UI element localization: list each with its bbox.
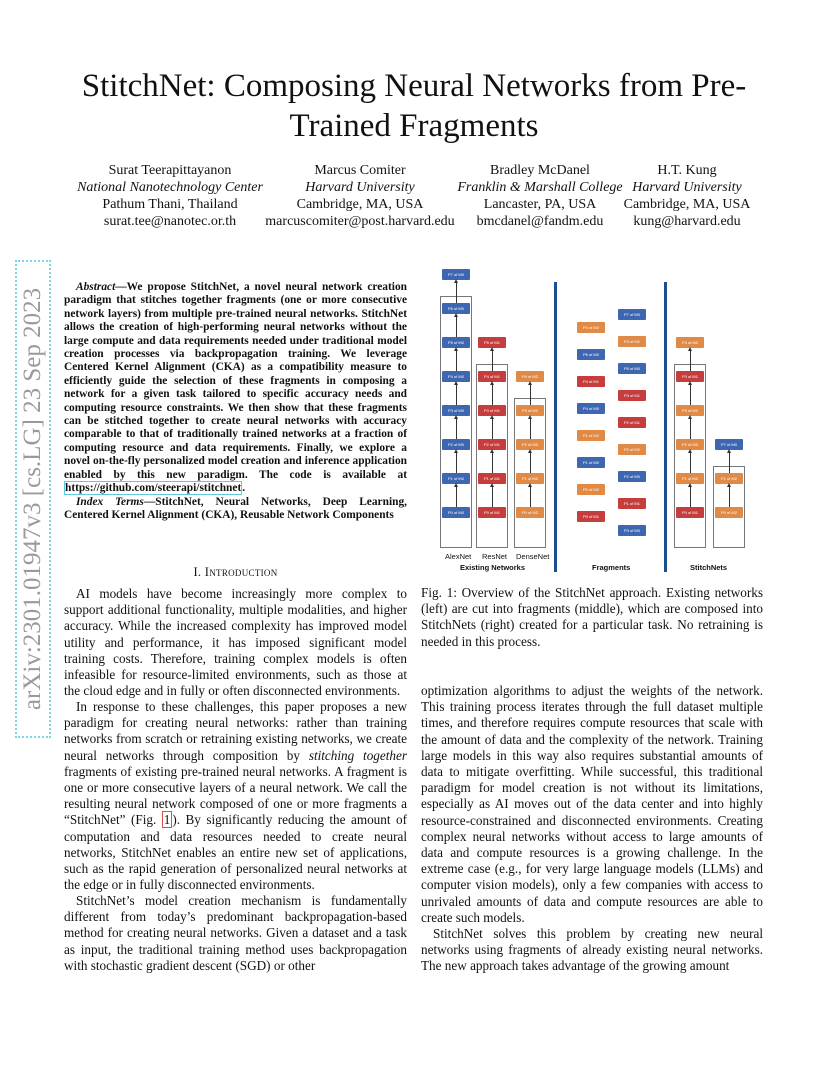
author-block: [60, 162, 770, 237]
author-location: Lancaster, PA, USA: [483, 197, 597, 212]
stitchnet-2-block: P1 of M2: [715, 473, 743, 484]
figure-caption: Fig. 1: Overview of the StitchNet approach. Existing networks (left) are cut into fragments (middle), which are composed into StitchNets (right) created for a particular task. No retraining is needed in this process.: [421, 585, 763, 649]
stitchnet-1-arrow: [690, 383, 691, 405]
alexnet-arrow: [456, 383, 457, 405]
abstract-lead: Abstract: [76, 281, 116, 293]
author-name: Bradley McDanel: [490, 163, 590, 178]
net-label-resnet: ResNet: [482, 552, 508, 561]
author-location: Cambridge, MA, USA: [296, 197, 424, 212]
stitchnet-1-block: P1 of M2: [676, 473, 704, 484]
index-terms-lead: Index Terms: [76, 495, 144, 508]
stitchnet-1-arrow: [690, 451, 691, 473]
alexnet-arrow: [456, 417, 457, 439]
author-email[interactable]: bmcdanel@fandm.edu: [476, 214, 604, 229]
stitchnet-1-arrow: [690, 417, 691, 439]
fragment-block: P4 of M1: [577, 376, 605, 387]
stitchnet-1-block: P4 of M2: [676, 337, 704, 348]
resnet-arrow: [492, 417, 493, 439]
stitchnet-1-block: P3 of M1: [676, 371, 704, 382]
stitchnet-2-arrow: [729, 451, 730, 473]
densenet-block: P0 of M2: [516, 507, 544, 518]
author-email[interactable]: marcuscomiter@post.harvard.edu: [265, 214, 455, 229]
fragment-block: P3 of M0: [618, 525, 646, 536]
fragment-block: P3 of M1: [618, 390, 646, 401]
intro-paragraph-4: optimization algorithms to adjust the weights of the network. This training process iterates through the full dataset multiple times, and therefore requires compute resources that scale with the amount of data and the complexity of the network. Training large models in this way also requires substantial amounts of data to mitigate overfitting. While successful, this traditional paradigm for model creation is not without its limitations, especially as AI moves out of the data center and into highly resource-constrained and disconnected environments. Creating complex neural networks without access to large amounts of data and compute resources is a growing challenge. In the extreme case (e.g., for very large language models (LLMs) and computer vision models), only a few companies with access to unrivaled amounts of data and compute resources are able to create such models.: [421, 683, 763, 925]
author-affiliation: Franklin & Marshall College: [457, 180, 623, 195]
densenet-arrow: [530, 417, 531, 439]
index-terms-body: —StitchNet, Neural Networks, Deep Learning, Centered Kernel Alignment (CKA), Reusable Network Components: [64, 495, 407, 521]
densenet-arrow: [530, 383, 531, 405]
fragment-block: P0 of M2: [577, 484, 605, 495]
fragment-block: P7 of M0: [618, 309, 646, 320]
densenet-arrow: [530, 451, 531, 473]
resnet-block: P5 of M1: [478, 337, 506, 348]
author-4: [622, 162, 752, 230]
fragment-block: P1 of M0: [577, 457, 605, 468]
author-1: [60, 162, 280, 230]
alexnet-block: P0 of M0: [442, 507, 470, 518]
alexnet-block: P6 of M0: [442, 303, 470, 314]
section-heading: [64, 565, 407, 580]
densenet-block: P2 of M2: [516, 439, 544, 450]
stitchnet-1-block: P2 of M2: [676, 439, 704, 450]
abstract: [64, 281, 407, 496]
author-affiliation: National Nanotechnology Center: [77, 180, 263, 195]
alexnet-arrow: [456, 315, 457, 337]
section-heading-text: I. Introduction: [193, 565, 278, 579]
intro-paragraph-5: StitchNet solves this problem by creating new neural networks using fragments of already existing neural networks. The new approach takes advantage of the growing amount: [421, 926, 763, 974]
alexnet-arrow: [456, 349, 457, 371]
code-link[interactable]: https://github.com/steerapi/stitchnet: [65, 482, 242, 495]
author-affiliation: Harvard University: [632, 180, 742, 195]
alexnet-block: P7 of M0: [442, 269, 470, 280]
author-name: H.T. Kung: [657, 163, 717, 178]
resnet-arrow: [492, 485, 493, 507]
divider-line-left: [554, 282, 557, 572]
resnet-arrow: [492, 349, 493, 371]
net-label-alexnet: AlexNet: [445, 552, 472, 561]
group-label-existing: Existing Networks: [460, 563, 526, 572]
fragment-block: P1 of M2: [577, 430, 605, 441]
resnet-arrow: [492, 451, 493, 473]
author-email[interactable]: surat.tee@nanotec.or.th: [103, 214, 237, 229]
stitchnet-2-arrow: [729, 485, 730, 507]
densenet-block: P3 of M2: [516, 405, 544, 416]
p2-text-a: In response to these challenges, this paper proposes a new paradigm for creating neural networks: rather than training networks from scratch or retraining existing networks, we create neural networks through composition by: [64, 699, 407, 763]
fragment-block: P6 of M0: [577, 349, 605, 360]
author-location: Cambridge, MA, USA: [623, 197, 751, 212]
stitchnet-1-arrow: [690, 485, 691, 507]
figure-stitchnet-overview: [432, 272, 762, 574]
net-label-densenet: DenseNet: [516, 552, 550, 561]
resnet-block: P2 of M1: [478, 439, 506, 450]
densenet-block: P4 of M2: [516, 371, 544, 382]
abstract-column: [64, 281, 407, 522]
resnet-arrow: [492, 383, 493, 405]
resnet-block: P3 of M1: [478, 405, 506, 416]
group-label-stitchnets: StitchNets: [690, 563, 728, 572]
index-terms: [64, 496, 407, 523]
stitchnet-2-block: P7 of M0: [715, 439, 743, 450]
alexnet-arrow: [456, 485, 457, 507]
fragment-block: P3 of M2: [618, 336, 646, 347]
p2-emphasis: stitching together: [308, 747, 408, 763]
arxiv-identifier: arXiv:2301.01947v3 [cs.LG] 23 Sep 2023: [19, 287, 46, 711]
fragment-block: P0 of M1: [577, 511, 605, 522]
stitchnet-1-block: P3 of M2: [676, 405, 704, 416]
fragment-block: P1 of M1: [618, 498, 646, 509]
alexnet-arrow: [456, 451, 457, 473]
alexnet-block: P4 of M0: [442, 371, 470, 382]
author-email[interactable]: kung@harvard.edu: [633, 214, 741, 229]
author-name: Surat Teerapittayanon: [108, 163, 232, 178]
arxiv-stamp[interactable]: [17, 260, 49, 738]
stitchnet-1-block: P0 of M1: [676, 507, 704, 518]
alexnet-block: P3 of M0: [442, 405, 470, 416]
alexnet-block: P1 of M0: [442, 473, 470, 484]
paper-title: StitchNet: Composing Neural Networks from Pre-Trained Fragments: [81, 68, 747, 144]
alexnet-block: P5 of M0: [442, 337, 470, 348]
fragment-block: P2 of M1: [618, 417, 646, 428]
intro-paragraph-3: StitchNet’s model creation mechanism is fundamentally different from today’s predominant backpropagation-based method for creating neural networks. Given a dataset and a task as input, the traditional training method uses backpropagation with stochastic gradient descent (SGD) or other: [64, 893, 407, 973]
densenet-block: P1 of M2: [516, 473, 544, 484]
stitchnet-1-arrow: [690, 349, 691, 371]
author-name: Marcus Comiter: [314, 163, 406, 178]
stitchnet-2-block: P0 of M2: [715, 507, 743, 518]
alexnet-arrow: [456, 281, 457, 303]
resnet-block: P0 of M1: [478, 507, 506, 518]
fragment-block: P2 of M2: [618, 444, 646, 455]
alexnet-block: P2 of M0: [442, 439, 470, 450]
fragment-block: P4 of M0: [577, 403, 605, 414]
resnet-block: P4 of M1: [478, 371, 506, 382]
fragment-block: P4 of M2: [577, 322, 605, 333]
author-location: Pathum Thani, Thailand: [102, 197, 238, 212]
p2-text-c: ). By significantly reducing the amount of computation and data resources needed to create neural networks, StitchNet enables an entire new set of applications, such as the rapid generation of personalized neural networks at the edge or in fully disconnected environments.: [64, 812, 407, 893]
p2-text-b: fragments of existing pre-trained neural networks. A fragment is one or more consecutive layers of a neural network. We call the resulting neural network composed of one or more fragments a “StitchNet” (Fig.: [64, 763, 407, 828]
intro-paragraph-2: [64, 699, 407, 893]
intro-paragraph-1: AI models have become increasingly more complex to support additional functionality, multiple modalities, and higher accuracy. While the increased complexity has improved model utility and performance, it has imposed significant model training costs. Therefore, training complex models is often infeasible for resource-limited environments, such as those at the cloud edge and in fully or often disconnected environments.: [64, 586, 407, 699]
fragment-block: P2 of M0: [618, 471, 646, 482]
author-2: [260, 162, 460, 230]
figure-reference-link[interactable]: 1: [163, 812, 171, 828]
abstract-body: —We propose StitchNet, a novel neural network creation paradigm that stitches together fragments (one or more consecutive network layers) from multiple pre-trained neural networks. StitchNet allows the creation of high-performing neural networks without the large compute and data requirements needed under traditional model creation processes via backpropagation training. We leverage Centered Kernel Alignment (CKA) as a compatibility measure to efficiently guide the selection of these fragments in composing a network for a given task tailored to specific accuracy needs and computing resource constraints. We then show that these fragments can be stitched together to create neural networks with accuracy comparable to that of traditionally trained networks at a fraction of computing resource and data requirements. Finally, we explore a novel on-the-fly personalized model creation and inference application enabled by this new paradigm. The code is available at: [64, 281, 407, 481]
group-label-fragments: Fragments: [592, 563, 631, 572]
densenet-arrow: [530, 485, 531, 507]
fragment-block: P5 of M0: [618, 363, 646, 374]
resnet-block: P1 of M1: [478, 473, 506, 484]
divider-line-right: [664, 282, 667, 572]
author-3: [455, 162, 625, 230]
abstract-end: .: [242, 482, 246, 495]
author-affiliation: Harvard University: [305, 180, 415, 195]
